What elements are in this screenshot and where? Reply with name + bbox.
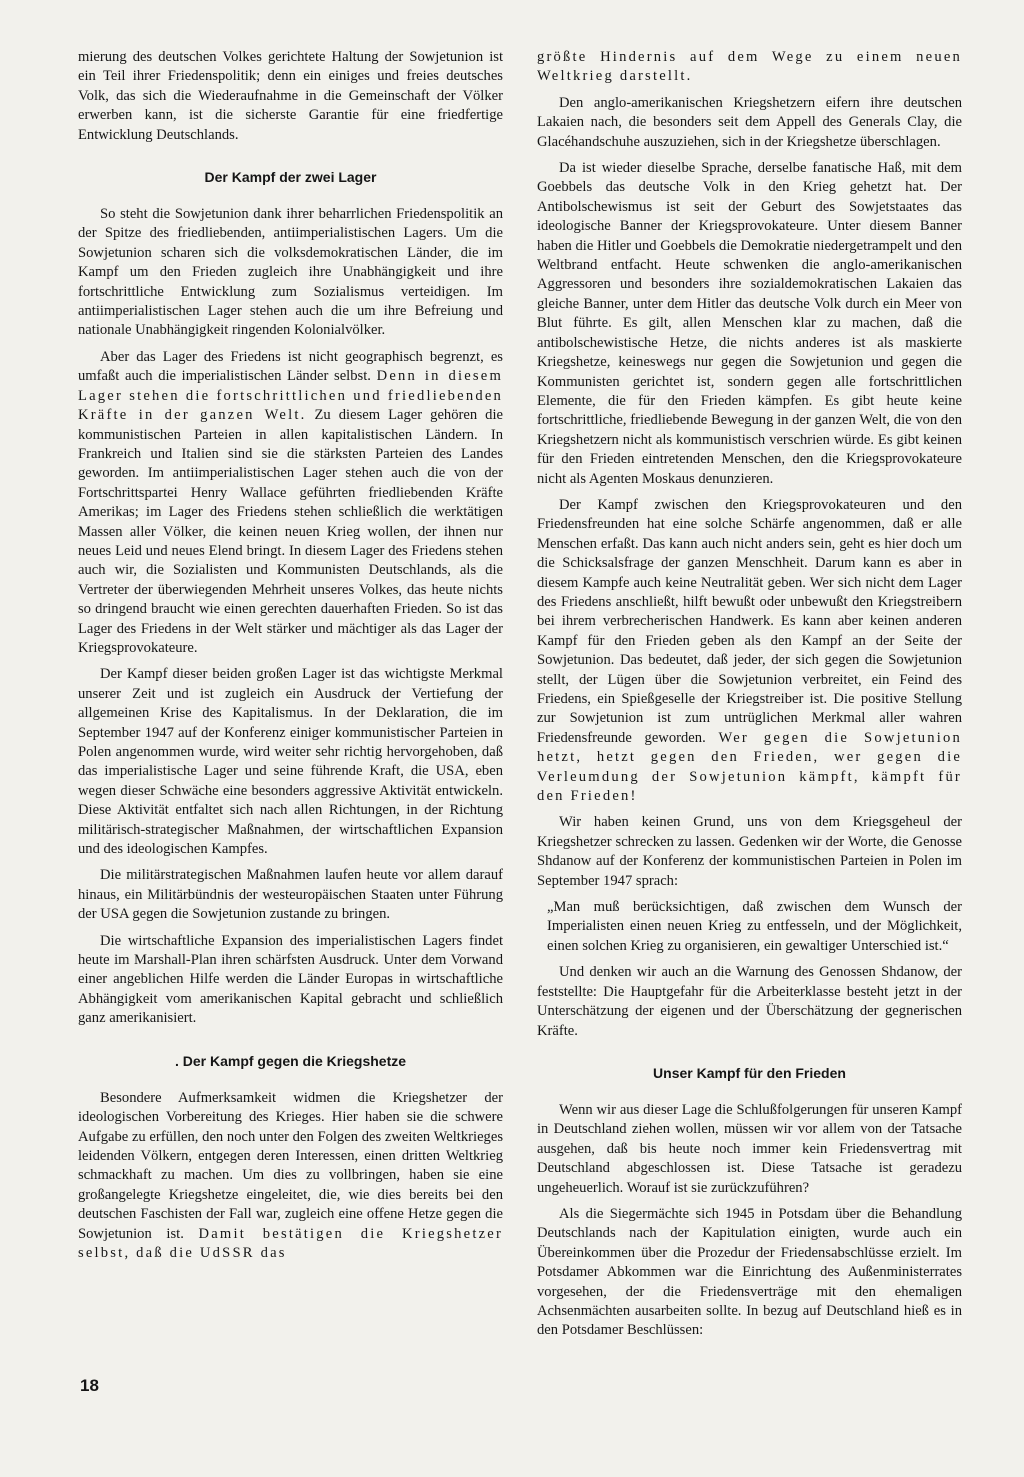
paragraph: So steht die Sowjetunion dank ihrer beharrlichen Friedenspolitik an der Spitze des friedliebenden, antiimperialistischen Lagers. Um die Sowjetunion scharen sich die volksdemokratischen Länder, die im Kampf um den Frieden zugleich ihre Unabhängigkeit und ihre fortschrittliche Entwicklung zum Sozialismus verteidigen. Im antiimperialistischen Lager stehen auch die um ihre Befreiung und nationale Unabhängigkeit ringenden Kolonialvölker. [78,206,503,339]
page-number: 18 [80,1376,99,1395]
paragraph: größte Hindernis auf dem Wege zu einem neuen Weltkrieg darstellt. [537,49,962,85]
section-heading: Der Kampf der zwei Lager [204,169,377,186]
paragraph: Wenn wir aus dieser Lage die Schlußfolgerungen für unseren Kampf in Deutschland ziehen wollen, müssen wir vor allem von der Tatsache ausgehen, daß bis heute noch immer kein Friedensvertrag mit Deutschland abgeschlossen ist. Diese Tatsache ist geradezu ungeheuerlich. Worauf ist sie zurückzuführen? [537,1101,962,1196]
paragraph: Und denken wir auch an die Warnung des Genossen Shdanow, der feststellte: Die Hauptgefahr für die Arbeiterklasse besteht jetzt in der Unterschätzung der eigenen und der Überschätzung der gegnerischen Kräfte. [537,964,962,1039]
paragraph: Die militärstrategischen Maßnahmen laufen heute vor allem darauf hinaus, ein Militärbündnis der westeuropäischen Staaten unter Führung der USA gegen die Sowjetunion zustande zu bringen. [78,867,503,923]
paragraph: Wir haben keinen Grund, uns von dem Kriegsgeheul der Kriegshetzer schrecken zu lassen. Gedenken wir der Worte, die Genosse Shdanow auf der Konferenz der kommunistischen Parteien in Polen im September 1947 sprach: [537,814,962,889]
spaced-emphasis: Wer gegen die Sowjetunion hetzt, hetzt gegen den Frieden, wer gegen die Verleumdung der Sowjetunion kämpft, kämpft für den Frieden! [537,729,962,805]
spaced-emphasis: Denn in diesem Lager stehen die fortschrittlichen und friedliebenden Kräfte in der ganzen Welt. [78,368,503,424]
paragraph [537,496,962,807]
paragraph: mierung des deutschen Volkes gerichtete Haltung der Sowjetunion ist ein Teil ihrer Friedenspolitik; denn ein einiges und freies deutsches Volk, das sich die Wiederaufnahme in die Gemeinschaft der Völker erwerben kann, ist die sicherste Garantie für eine friedfertige Entwicklung Deutschlands. [78,49,503,143]
text-run: Besondere Aufmerksamkeit widmen die Kriegshetzer der ideologischen Vorbereitung des Krieges. Hier haben sie die schwere Aufgabe zu erfüllen, den noch unter den Folgen des zweiten Weltkrieges leidenden Völkern, entgegen deren Interessen, einen dritten Weltkrieg schmackhaft zu machen. Um dies zu vollbringen, haben sie eine großangelegte Kriegshetze eingeleitet, die, wie dies bereits bei den deutschen Faschisten der Fall war, zugleich eine offene Hetze gegen die Sowjetunion ist. [78,1089,503,1242]
left-column [78,48,503,1270]
paragraph [78,1089,503,1264]
paragraph: Da ist wieder dieselbe Sprache, derselbe fanatische Haß, mit dem Goebbels das deutsche Volk in den Krieg gehetzt hat. Der Antibolschewismus ist seit der Geburt des Sowjetstaates das ideologische Banner der Kriegsprovokateure. Unter diesem Banner haben die Hitler und Goebbels die Demokratie niedergetrampelt und den Weltbrand entfacht. Heute schwenken die anglo-amerikanischen Aggressoren und besonders ihre sozialdemokratischen Lakaien das gleiche Banner, unter dem Hitler das deutsche Volk durch ein Meer von Blut führte. Es gilt, allen Menschen klar zu machen, daß die antibolschewistische Hetze, die nichts anderes ist als maskierte Kriegshetze, keineswegs nur gegen die Sowjetunion und gegen die Kommunisten gerichtet ist, sondern gegen alle fortschrittlichen Elemente, die für den Frieden kämpfen. Es gibt heute keine fortschrittliche, friedliebende Bewegung in der ganzen Welt, die von den Kriegshetzern nicht als kommunistisch verschrien würde. Es gibt keinen für den Frieden eintretenden Menschen, den die Kriegsprovokateure nicht als Agenten Moskaus denunzieren. [537,160,962,487]
text-run: Aber das Lager des Friedens ist nicht geographisch begrenzt, es umfaßt auch die imperialistischen Länder selbst. [78,348,503,385]
section-heading: . Der Kampf gegen die Kriegshetze [174,1052,407,1069]
right-column [537,48,962,1348]
quotation: „Man muß berücksichtigen, daß zwischen dem Wunsch der Imperialisten einen neuen Krieg zu entfesseln, und der Möglichkeit, einen solchen Krieg zu organisieren, ein gewaltiger Unterschied ist.“ [547,899,962,954]
text-run: Zu diesem Lager gehören die kommunistischen Parteien in allen kapitalistischen Ländern. In Frankreich und Italien sind sie die stärksten Parteien des Landes geworden. Im antiimperialistischen Lager stehen auch die von der Fortschrittspartei Henry Wallace geführten friedliebenden Kräfte Amerikas; im Lager des Friedens stehen schließlich die werktätigen Massen aller Völker, die keinen neuen Krieg wollen, der ihnen nur neues Leid und neues Elend bringt. In diesem Lager des Friedens stehen auch wir, die Sozialisten und Kommunisten Deutschlands, als die Vertreter der überwiegenden Mehrheit unseres Volkes, das heute nichts so dringend braucht wie einen gerechten dauerhaften Frieden. So ist das Lager des Friedens in der Welt stärker und mächtiger als das Lager der Kriegsprovokateure. [78,407,504,656]
text-run: Der Kampf zwischen den Kriegsprovokateuren und den Friedensfreunden hat eine solche Schärfe angenommen, daß er alle Menschen erfaßt. Das kann auch nicht anders sein, geht es hier doch um die Schicksalsfrage der ganzen Menschheit. Darum kann es aber in diesem Kampfe auch keine Neutralität geben. Wer sich nicht dem Lager des Friedens anschließt, hilft bewußt oder unbewußt den Kriegstreibern bei ihrem verbrecherischen Handwerk. Es kann aber keinen anderen Kampf für den Frieden geben als den Kampf an der Seite der Sowjetunion. Das bedeutet, daß jeder, der sich gegen die Sowjetunion stellt, der Lügen über die Sowjetunion verbreitet, ein Feind des Friedens, ein Spießgeselle der Kriegstreiber ist. Die positive Stellung zur Sowjetunion ist zum untrüglichen Merkmal aller wahren Friedensfreunde geworden. [537,496,962,746]
paragraph: Der Kampf dieser beiden großen Lager ist das wichtigste Merkmal unserer Zeit und ist zugleich ein Ausdruck der Vertiefung der allgemeinen Krise des Kapitalismus. In der Deklaration, die im September 1947 auf der Konferenz einiger kommunistischer Parteien in Polen angenommen wurde, wird weiter sehr richtig hervorgehoben, daß das imperialistische Lager und seine führende Kraft, die USA, eben wegen dieser Schwäche eine besonders aggressive Aktivität entwickeln. Diese Aktivität entfaltet sich nach allen Richtungen, in der Richtung militärisch-strategischer Maßnahmen, der wirtschaftlichen Expansion und des ideologischen Kampfes. [78,666,503,858]
paragraph: Als die Siegermächte sich 1945 in Potsdam über die Behandlung Deutschlands nach der Kapitulation einigten, wurde auch ein Übereinkommen über die Prozedur der Friedensabschlüsse erzielt. Im Potsdamer Abkommen war die Einrichtung des Außenministerrates vorgesehen, der die Friedensverträge mit den ehemaligen Achsenmächten ausarbeiten sollte. In bezug auf Deutschland hieß es in den Potsdamer Beschlüssen: [537,1205,962,1339]
paragraph: Den anglo-amerikanischen Kriegshetzern eifern ihre deutschen Lakaien nach, die besonders seit dem Appell des Generals Clay, die Glacéhandschuhe auszuziehen, sich in der Kriegshetze überschlagen. [537,94,962,150]
spaced-emphasis: Damit bestätigen die Kriegshetzer selbst, daß die UdSSR das [78,1225,504,1261]
paragraph: Die wirtschaftliche Expansion des imperialistischen Lagers findet heute im Marshall-Plan ihren schärfsten Ausdruck. Unter dem Vorwand einer angeblichen Hilfe werden die Länder Europas in wirtschaftliche Abhängigkeit vom amerikanischen Kapital gebracht und schließlich ganz amerikanisiert. [78,932,503,1027]
paragraph [78,348,503,659]
section-heading: Unser Kampf für den Frieden [653,1064,846,1081]
